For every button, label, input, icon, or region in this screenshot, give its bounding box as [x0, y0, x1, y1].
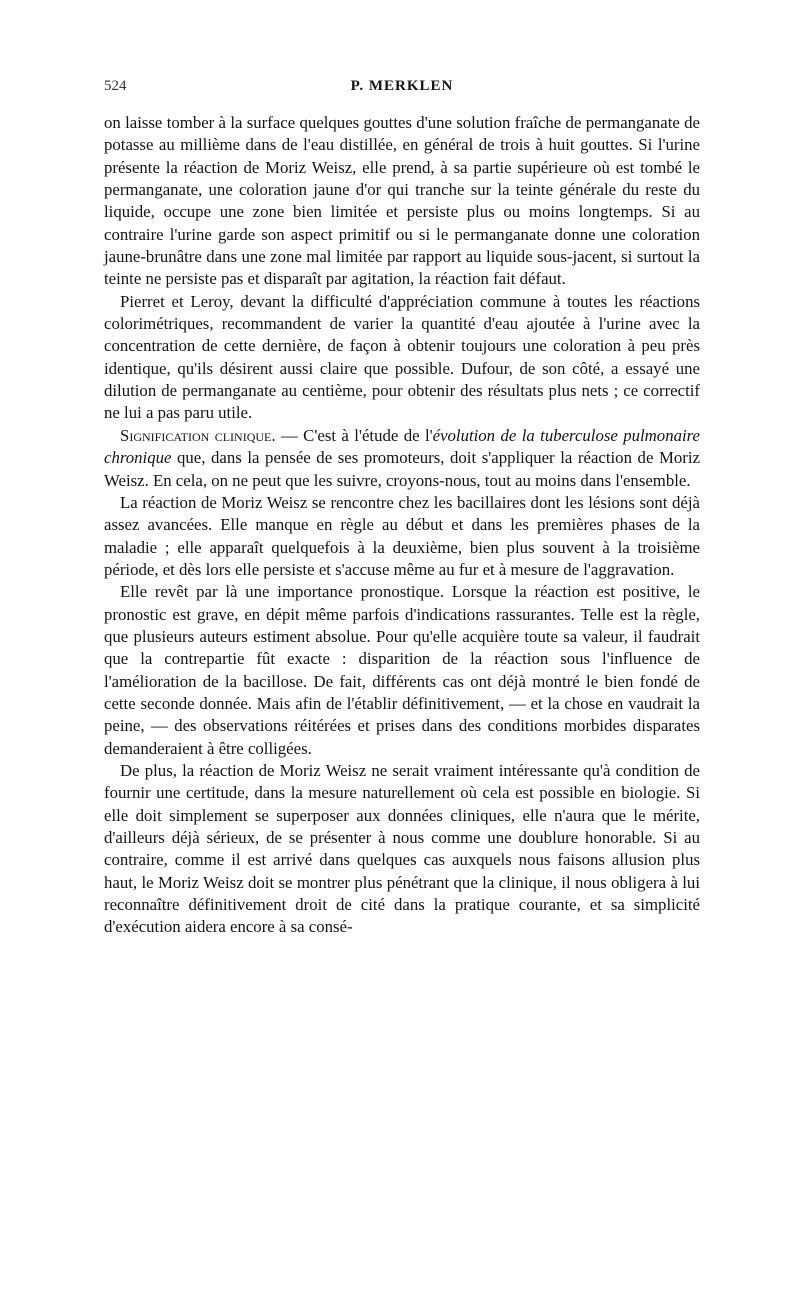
body-text [104, 112, 700, 939]
section-heading: Signification clinique. [120, 425, 276, 445]
paragraph-2: Pierret et Leroy, devant la difficulté d'appréciation commune à toutes les réactions colorimétriques, recommandent de varier la quantité d'eau ajoutée à l'urine avec la concentration de cette dernière, de façon à obtenir toujours une coloration à peu près identique, qu'ils désirent aussi claire que possible. Dufour, de son côté, a essayé une dilution de permanganate au centième, pour obtenir des résultats plus nets ; ce correctif ne lui a pas paru utile. [104, 291, 700, 423]
paragraph-3 [104, 425, 700, 492]
running-head [104, 78, 700, 100]
paragraph-3-italic: évolution de la tuberculose pulmonaire chronique [104, 425, 700, 468]
paragraph-3-lead: — C'est à l'étude de l' [275, 425, 433, 445]
running-head-author: P. MERKLEN [350, 78, 454, 94]
paragraph-1: on laisse tomber à la surface quelques gouttes d'une solution fraîche de permanganate de potasse au millième dans de l'eau distillée, en général de trois à huit gouttes. Si l'urine présente la réaction de Moriz Weisz, elle prend, à sa partie supérieure où est tombé le permanganate, une coloration jaune d'or qui tranche sur la teinte générale du reste du liquide, occupe une zone bien limitée et persiste plus ou moins longtemps. Si au contraire l'urine garde son aspect primitif ou si le permanganate donne une coloration jaune-brunâtre dans une zone mal limitée par rapport au liquide sous-jacent, si surtout la teinte ne persiste pas et disparaît par agitation, la réaction fait défaut. [104, 113, 700, 289]
paragraph-3-text: que, dans la pensée de ses promoteurs, doit s'appliquer la réaction de Moriz Weisz. En cela, on ne peut que les suivre, croyons-nous, tout au moins dans l'ensemble. [104, 448, 700, 490]
page-number: 524 [104, 78, 127, 94]
paragraph-4: La réaction de Moriz Weisz se rencontre chez les bacillaires dont les lésions sont déjà assez avancées. Elle manque en règle au début et dans les premières phases de la maladie ; elle apparaît quelquefois à la deuxième, bien plus souvent à la troisième période, et dès lors elle persiste et s'accuse même au fur et à mesure de l'aggravation. [104, 492, 700, 579]
paragraph-5: Elle revêt par là une importance pronostique. Lorsque la réaction est positive, le pronostic est grave, en dépit même parfois d'indications rassurantes. Telle est la règle, que plusieurs auteurs estiment absolue. Pour qu'elle acquière toute sa valeur, il faudrait que la contrepartie fût exacte : disparition de la réaction sous l'influence de l'amélioration de la bacillose. De fait, différents cas ont déjà montré le bien fondé de cette seconde donnée. Mais afin de l'établir définitivement, — et la chose en vaudrait la peine, — des observations réitérées et prises dans des conditions morbides disparates demanderaient à être colligées. [104, 582, 700, 758]
paragraph-6: De plus, la réaction de Moriz Weisz ne serait vraiment intéressante qu'à condition de fournir une certitude, dans la mesure naturellement où cela est possible en biologie. Si elle doit simplement se superposer aux données cliniques, elle n'aura que le mérite, d'ailleurs déjà sérieux, de se présenter à nous comme une doublure honorable. Si au contraire, comme il est arrivé dans quelques cas auxquels nous faisons allusion plus haut, le Moriz Weisz doit se montrer plus pénétrant que la clinique, il nous obligera à lui reconnaître définitivement droit de cité dans la pratique courante, et sa simplicité d'exécution aidera encore à sa consé- [104, 760, 700, 937]
